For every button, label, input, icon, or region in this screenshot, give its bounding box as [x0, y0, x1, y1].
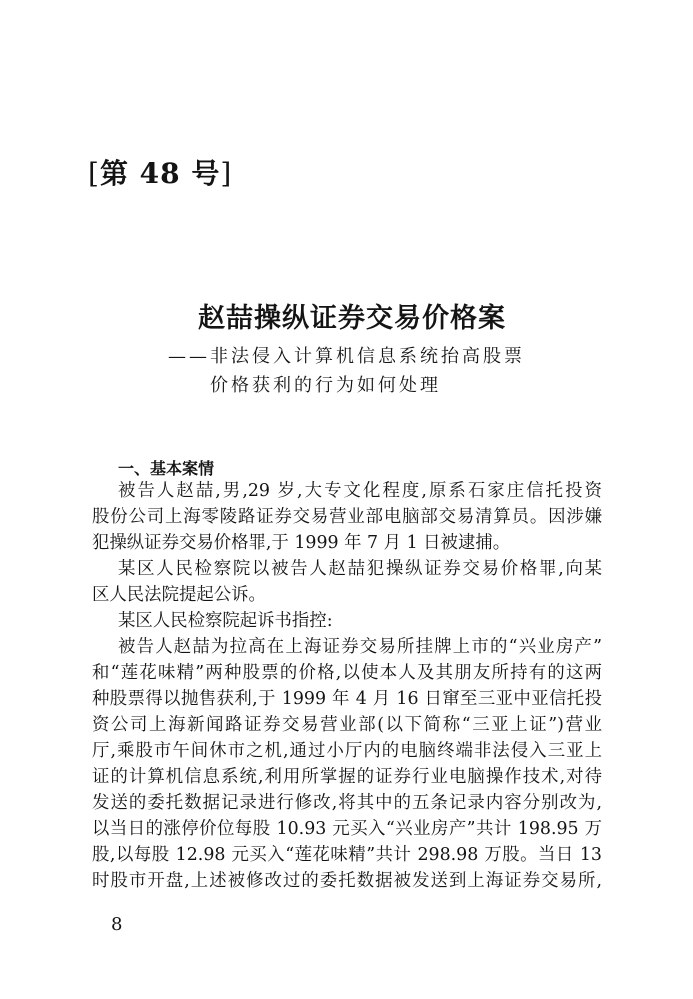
body-line: 区人民法院提起公诉。: [92, 585, 266, 605]
body-line: 资公司上海新闻路证券交易营业部(以下简称“三亚上证”)营业: [92, 715, 602, 735]
body-line: 某区人民检察院起诉书指控:: [118, 611, 333, 631]
body-line: 股份公司上海零陵路证券交易营业部电脑部交易清算员。因涉嫌: [92, 507, 602, 527]
page-number: 8: [111, 914, 123, 935]
section-heading: 一、基本案情: [118, 459, 215, 478]
body-line: 证的计算机信息系统,利用所掌握的证券行业电脑操作技术,对待: [92, 767, 602, 787]
body-line: 被告人赵喆为拉高在上海证券交易所挂牌上市的“兴业房产”: [118, 637, 602, 657]
case-subtitle-line-1: ——非法侵入计算机信息系统抬高股票: [168, 346, 525, 367]
body-line: 发送的委托数据记录进行修改,将其中的五条记录内容分别改为,: [92, 793, 602, 813]
body-line: 某区人民检察院以被告人赵喆犯操纵证券交易价格罪,向某: [118, 559, 602, 579]
body-line: 被告人赵喆,男,29 岁,大专文化程度,原系石家庄信托投资: [118, 481, 602, 501]
case-title: 赵喆操纵证券交易价格案: [198, 303, 506, 334]
body-line: 厅,乘股市午间休市之机,通过小厅内的电脑终端非法侵入三亚上: [92, 741, 602, 761]
body-line: 种股票得以抛售获利,于 1999 年 4 月 16 日窜至三亚中亚信托投: [92, 689, 602, 709]
body-line: 和“莲花味精”两种股票的价格,以使本人及其朋友所持有的这两: [92, 663, 602, 683]
case-number-label: 第 48 号: [99, 157, 221, 190]
case-subtitle-line-2: 价格获利的行为如何处理: [210, 375, 441, 396]
body-line: 时股市开盘,上述被修改过的委托数据被发送到上海证券交易所,: [92, 871, 602, 891]
case-number-open-bracket: [: [88, 157, 100, 190]
case-number-close-bracket: ]: [220, 157, 233, 190]
body-line: 股,以每股 12.98 元买入“莲花味精”共计 298.98 万股。当日 13: [92, 845, 602, 865]
case-number: [88, 152, 232, 192]
body-line: 以当日的涨停价位每股 10.93 元买入“兴业房产”共计 198.95 万: [92, 819, 602, 839]
body-line: 犯操纵证券交易价格罪,于 1999 年 7 月 1 日被逮捕。: [92, 533, 511, 553]
